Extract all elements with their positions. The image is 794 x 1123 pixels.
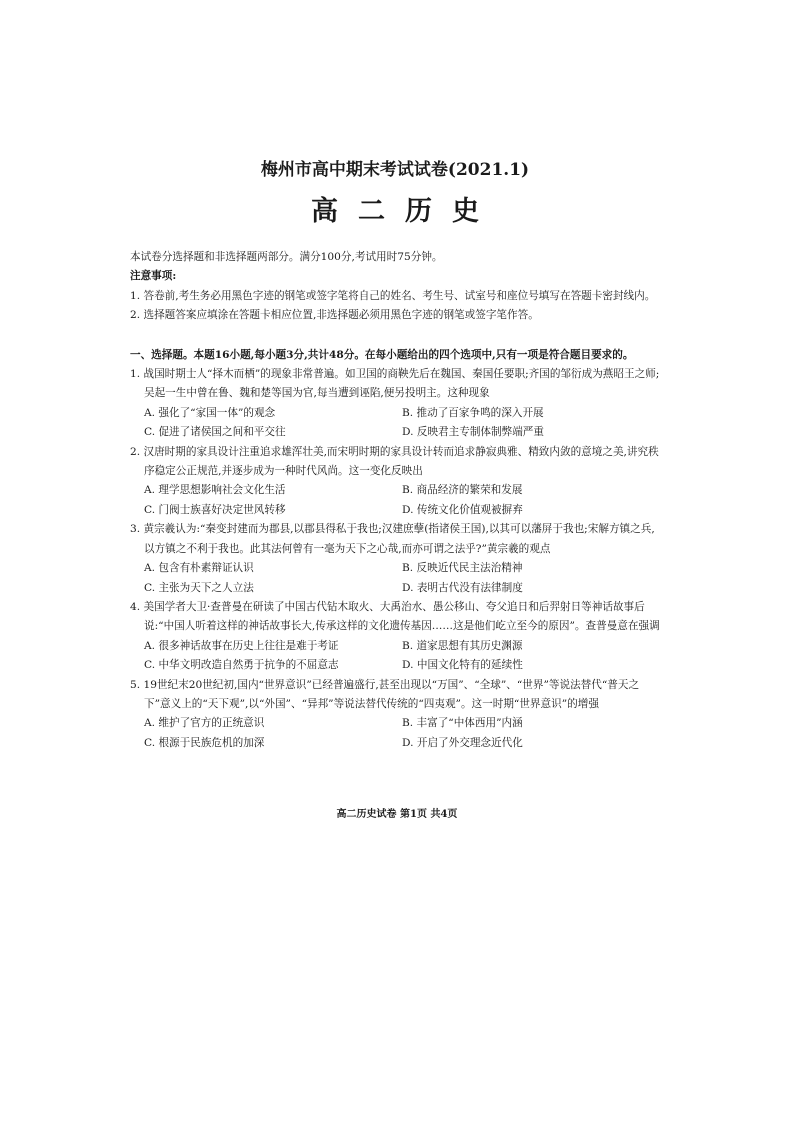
question-options	[130, 637, 660, 676]
option-b: B. 道家思想有其历史渊源	[402, 639, 523, 652]
option-d: D. 反映君主专制体制弊端严重	[402, 426, 544, 439]
question-4	[130, 598, 660, 676]
exam-page	[130, 150, 660, 753]
option-a: A. 强化了“家国一体”的观念	[144, 406, 276, 419]
option-b: B. 丰富了“中体西用”内涵	[402, 717, 523, 730]
option-c: C. 门阀士族喜好决定世风转移	[144, 503, 286, 516]
question-options	[130, 404, 660, 443]
exam-intro: 本试卷分选择题和非选择题两部分。满分100分,考试用时75分钟。	[130, 251, 443, 263]
option-d: D. 开启了外交理念近代化	[402, 736, 523, 749]
question-stem: 4. 美国学者大卫·查普曼在研读了中国古代钻木取火、大禹治水、愚公移山、夸父追日和后羿射日等神话故事后说:“中国人听着这样的神话故事长大,传承这样的文化遗传基因……这是他们屹立至今的原因”。查普曼意在强调	[130, 600, 660, 633]
exam-title: 梅州市高中期末考试试卷(2021.1)	[260, 160, 530, 180]
option-a: A. 包含有朴素辩证认识	[144, 562, 254, 575]
question-2	[130, 443, 660, 521]
page-footer: 高二历史试卷 第1页 共4页	[336, 809, 458, 820]
note-item: 1. 答卷前,考生务必用黑色字迹的钢笔或签字笔将自己的姓名、考生号、试室号和座位号填写在答题卡密封线内。	[130, 289, 656, 302]
option-b: B. 反映近代民主法治精神	[402, 562, 523, 575]
question-3	[130, 520, 660, 598]
question-stem: 5. 19世纪末20世纪初,国内“世界意识”已经普遍盛行,甚至出现以“万国”、“全球”、“世界”等说法替代“普天之下”意义上的“天下观”,以“外国”、“异邦”等说法替代传统的“四夷观”。这一时期“世界意识”的增强	[130, 678, 640, 710]
question-options	[130, 481, 660, 520]
question-1	[130, 365, 660, 443]
option-c: C. 促进了诸侯国之间和平交往	[144, 426, 286, 439]
question-stem: 1. 战国时期士人“择木而栖”的现象非常普遍。如卫国的商鞅先后在魏国、秦国任要职;齐国的邹衍成为燕昭王之师;吴起一生中曾在鲁、魏和楚等国为官,每当遭到诬陷,便另投明主。这种现象	[130, 368, 660, 400]
question-options	[130, 559, 660, 598]
option-d: D. 中国文化特有的延续性	[402, 659, 523, 672]
option-a: A. 维护了官方的正统意识	[144, 717, 265, 730]
option-c: C. 主张为天下之人立法	[144, 581, 254, 594]
note-item: 2. 选择题答案应填涂在答题卡相应位置,非选择题必须用黑色字迹的钢笔或签字笔作答。	[130, 309, 539, 322]
question-5	[130, 676, 660, 754]
section-heading: 一、选择题。本题16小题,每小题3分,共计48分。在每小题给出的四个选项中,只有一项是符合题目要求的。	[130, 348, 634, 361]
option-b: B. 推动了百家争鸣的深入开展	[402, 406, 544, 419]
subject-title: 高二历史	[311, 196, 499, 227]
option-a: A. 理学思想影响社会文化生活	[144, 484, 286, 497]
option-c: C. 中华文明改造自然勇于抗争的不屈意志	[144, 659, 339, 672]
question-options	[130, 714, 660, 753]
notes-title: 注意事项:	[130, 270, 177, 283]
option-d: D. 传统文化价值观被摒弃	[402, 503, 523, 516]
option-b: B. 商品经济的繁荣和发展	[402, 484, 523, 497]
option-a: A. 很多神话故事在历史上往往是难于考证	[144, 639, 339, 652]
option-c: C. 根源于民族危机的加深	[144, 736, 265, 749]
question-stem: 3. 黄宗羲认为:“秦变封建而为郡县,以郡县得私于我也;汉建庶孽(指诸侯王国),以其可以藩屏于我也;宋解方镇之兵,以方镇之不利于我也。此其法何曾有一毫为天下之心哉,而亦可谓之法乎?”黄宗羲的观点	[130, 523, 655, 555]
option-d: D. 表明古代没有法律制度	[402, 581, 523, 594]
question-stem: 2. 汉唐时期的家具设计注重追求雄浑壮美,而宋明时期的家具设计转而追求静寂典雅、精致内敛的意境之美,讲究秩序稳定公正规范,并逐步成为一种时代风尚。这一变化反映出	[130, 445, 659, 478]
